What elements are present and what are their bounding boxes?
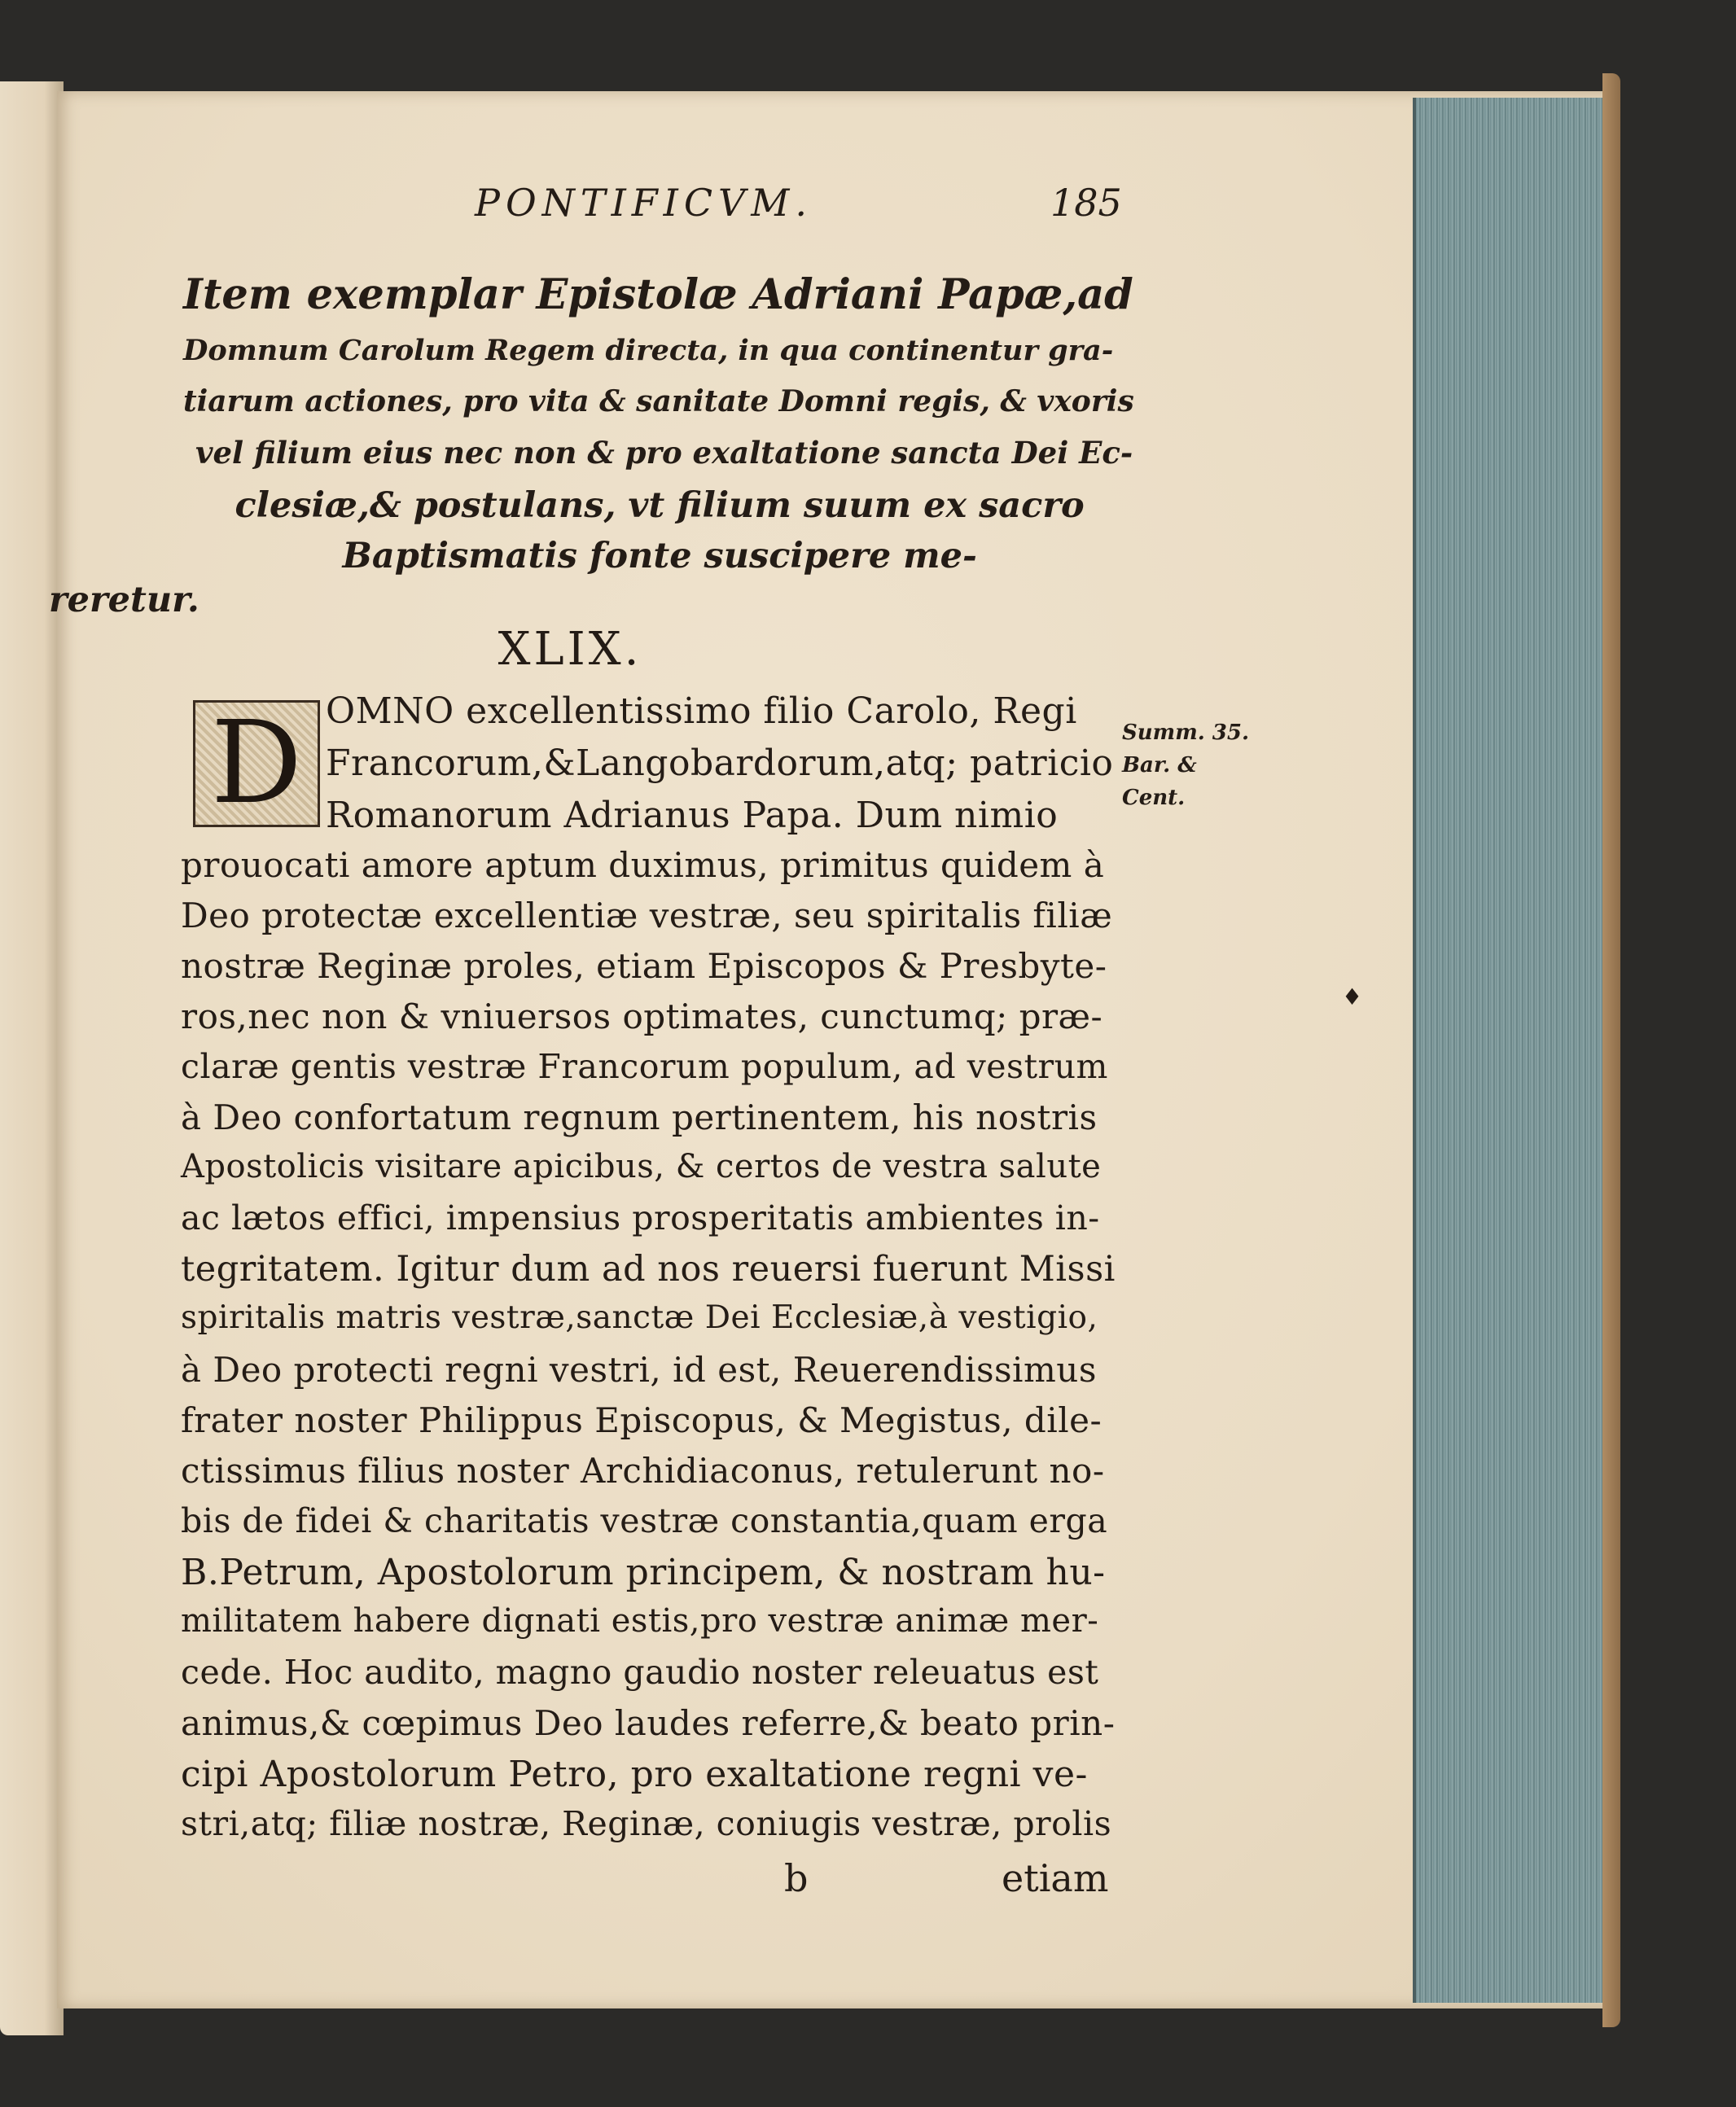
title-line: reretur.	[49, 580, 199, 620]
body-line: à Deo confortatum regnum pertinentem, his nostris	[181, 1097, 1098, 1137]
body-line: militatem habere dignati estis,pro vestræ animæ mer-	[181, 1602, 1099, 1640]
body-line: nostræ Reginæ proles, etiam Episcopos & Presbyte-	[181, 946, 1107, 986]
title-line: vel filium eius nec non & pro exaltatione sancta Dei Ec-	[195, 435, 1133, 471]
facing-page-edge	[0, 81, 64, 2035]
body-line: bis de fidei & charitatis vestræ constantia,quam erga	[181, 1501, 1108, 1540]
title-line: clesiæ,& postulans, vt filium suum ex sacro	[235, 485, 1085, 526]
title-line: tiarum actiones, pro vita & sanitate Domni regis, & vxoris	[183, 384, 1134, 418]
body-line: Romanorum Adrianus Papa. Dum nimio	[326, 795, 1059, 836]
catchword: etiam	[1002, 1856, 1109, 1900]
book-cover-edge	[1602, 73, 1620, 2027]
body-line: tegritatem. Igitur dum ad nos reuersi fuerunt Missi	[181, 1249, 1116, 1290]
margin-mark: ♦	[1342, 983, 1363, 1010]
body-line: prouocati amore aptum duximus, primitus quidem à	[181, 845, 1105, 885]
decorated-initial	[193, 697, 320, 830]
body-line: ac lætos effici, impensius prosperitatis ambientes in-	[181, 1198, 1100, 1237]
body-line: stri,atq; filiæ nostræ, Reginæ, coniugis vestræ, prolis	[181, 1804, 1112, 1843]
body-line: cipi Apostolorum Petro, pro exaltatione regni ve-	[181, 1754, 1088, 1795]
body-line: frater noster Philippus Episcopus, & Megistus, dile-	[181, 1400, 1103, 1440]
page-block-fore-edge	[1413, 98, 1607, 2003]
printer-signature: b	[784, 1856, 809, 1900]
body-line: spiritalis matris vestræ,sanctæ Dei Ecclesiæ,à vestigio,	[181, 1299, 1098, 1336]
body-line: à Deo protecti regni vestri, id est, Reuerendissimus	[181, 1350, 1097, 1390]
title-line: Item exemplar Epistolæ Adriani Papæ,ad	[183, 270, 1133, 319]
body-line: Apostolicis visitare apicibus, & certos de vestra salute	[181, 1148, 1102, 1185]
body-line: cede. Hoc audito, magno gaudio noster releuatus est	[181, 1653, 1099, 1692]
chapter-number: XLIX.	[498, 623, 642, 676]
margin-note: Cent.	[1122, 786, 1186, 810]
margin-note: Bar. &	[1122, 753, 1197, 778]
running-head: PONTIFICVM.	[475, 181, 813, 225]
body-line: Francorum,&Langobardorum,atq; patricio	[326, 742, 1114, 784]
body-line: ctissimus filius noster Archidiaconus, retulerunt no-	[181, 1451, 1105, 1491]
title-line: Baptismatis fonte suscipere me-	[342, 536, 977, 576]
body-line: Deo protectæ excellentiæ vestræ, seu spiritalis filiæ	[181, 896, 1113, 935]
body-line: B.Petrum, Apostolorum principem, & nostram hu-	[181, 1552, 1106, 1593]
margin-note: Summ. 35.	[1122, 721, 1250, 745]
page-number: 185	[1050, 181, 1122, 225]
title-line: Domnum Carolum Regem directa, in qua continentur gra-	[183, 334, 1114, 367]
body-line: OMNO excellentissimo filio Carolo, Regi	[326, 690, 1077, 732]
drop-cap-letter: D	[210, 697, 303, 830]
body-line: ros,nec non & vniuersos optimates, cunctumq; præ-	[181, 997, 1103, 1036]
body-line: animus,& cœpimus Deo laudes referre,& beato prin-	[181, 1703, 1116, 1743]
body-line: claræ gentis vestræ Francorum populum, ad vestrum	[181, 1047, 1108, 1086]
